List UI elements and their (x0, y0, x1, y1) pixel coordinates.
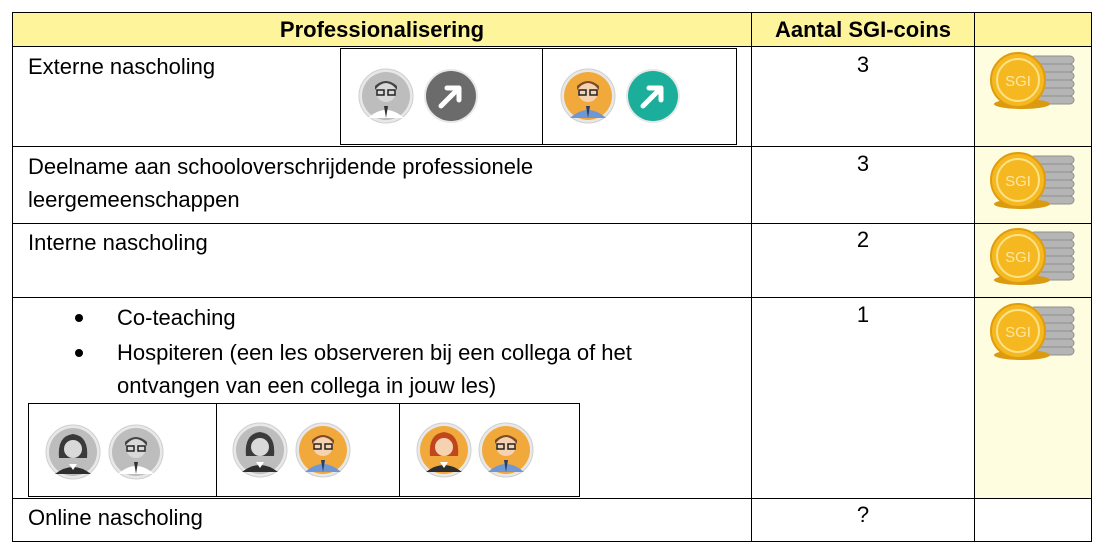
grid-line (12, 146, 1092, 147)
arrow-up-right-grey-icon (423, 68, 479, 124)
row-interne-nascholing-label: Interne nascholing (28, 230, 208, 255)
bullet-icon (75, 349, 83, 357)
grid-line (12, 46, 1092, 47)
color-avatar-male-icon (478, 422, 534, 478)
coin-label: SGI (1005, 324, 1031, 341)
coin-label: SGI (1005, 73, 1031, 90)
grey-avatar-female-icon (232, 422, 288, 478)
arrow-up-right-teal-icon (625, 68, 681, 124)
avatar-box-divider (216, 403, 217, 497)
row-externe-nascholing-coins: 3 (856, 52, 870, 77)
sgi-coin-stack-icon (988, 150, 1078, 210)
grid-line (751, 12, 752, 542)
row-online-nascholing-coins: ? (856, 502, 870, 527)
grid-line (12, 223, 1092, 224)
bullet-co-teaching: Co-teaching (117, 305, 236, 330)
grey-avatar-male-icon (108, 424, 164, 480)
grid-line (12, 12, 13, 542)
header-aantal-coins: Aantal SGI-coins (774, 17, 952, 42)
row-externe-nascholing-label: Externe nascholing (28, 54, 216, 79)
avatar-box-divider (399, 403, 400, 497)
sgi-coin-stack-icon (988, 50, 1078, 110)
color-avatar-female-icon (416, 422, 472, 478)
row-leergemeenschappen-label-line2: leergemeenschappen (28, 187, 240, 212)
row-leergemeenschappen-label-line1: Deelname aan schooloverschrijdende professionele (28, 154, 534, 179)
bullet-icon (75, 314, 83, 322)
avatar-box-divider (542, 48, 543, 145)
color-avatar-male-icon (560, 68, 616, 124)
grey-avatar-female-icon (45, 424, 101, 480)
grid-line (12, 498, 1092, 499)
sgi-coin-stack-icon (988, 301, 1078, 361)
grid-line (12, 541, 1092, 542)
sgi-coin-stack-icon (988, 226, 1078, 286)
row-leergemeenschappen-coins: 3 (856, 151, 870, 176)
bullet-hospiteren-line1: Hospiteren (een les observeren bij een collega of het (117, 340, 632, 365)
grey-avatar-male-icon (358, 68, 414, 124)
grid-line (1091, 12, 1092, 542)
row-interne-nascholing-coins: 2 (856, 227, 870, 252)
color-avatar-male-icon (295, 422, 351, 478)
grid-line (12, 12, 1092, 13)
coin-label: SGI (1005, 173, 1031, 190)
bullet-hospiteren-line2: ontvangen van een collega in jouw les) (117, 373, 497, 398)
row-online-nascholing-label: Online nascholing (28, 505, 203, 530)
row-hospiteren-coins: 1 (856, 302, 870, 327)
grid-line (12, 297, 1092, 298)
grid-line (974, 12, 975, 542)
coin-label: SGI (1005, 249, 1031, 266)
header-professionalisering: Professionalisering (279, 17, 485, 42)
